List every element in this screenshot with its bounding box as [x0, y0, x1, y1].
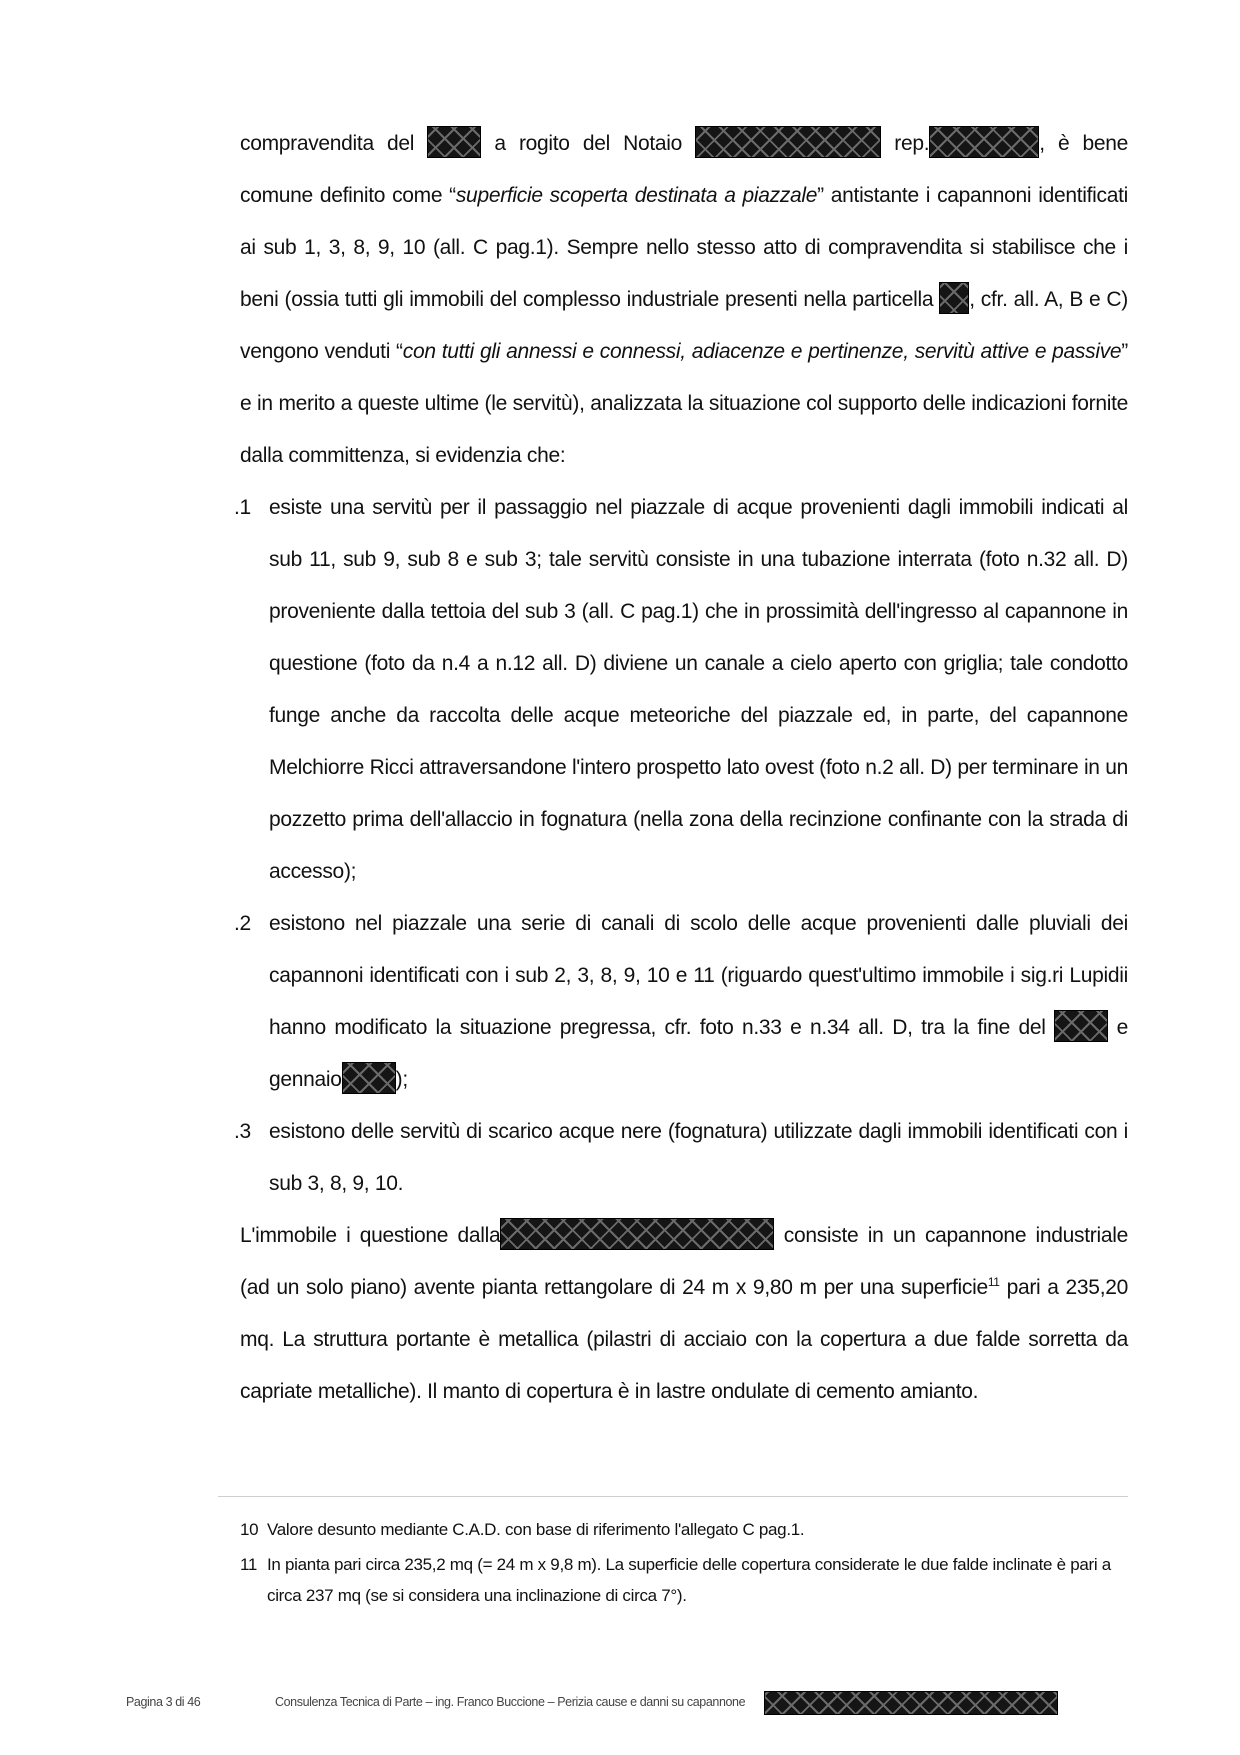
text-run: ” antistante i capannoni identificati ai sub 1, 3, 8, 9, 10 (all. C pag.1). Sempre nello stesso atto di compravendita si stabilisce che i beni (ossia tutti gli immobili del complesso industriale presenti nella particella [240, 184, 1128, 311]
redaction-block [427, 126, 481, 158]
body-text [234, 118, 1129, 1418]
redaction-block [939, 282, 969, 314]
footnote [240, 1514, 1128, 1545]
list-text: esistono nel piazzale una serie di canali di scolo delle acque provenienti dalle pluviali dei capannoni identificati con i sub 2, 3, 8, 9, 10 e 11 (riguardo quest'ultimo immobile i sig.ri Lupidii hanno modificato la situazione pregressa, cfr. foto n.33 e n.34 all. D, tra la fine del [269, 912, 1128, 1039]
footnote-text: Valore desunto mediante C.A.D. con base di riferimento l'allegato C pag.1. [267, 1520, 805, 1539]
text-run: L'immobile i questione dalla [240, 1224, 501, 1247]
list-number: .2 [234, 912, 251, 935]
quoted-phrase: superficie scoperta destinata a piazzale [455, 184, 818, 207]
text-run: a rogito del Notaio [494, 132, 682, 155]
text-run: , è bene comune definito come “ [240, 132, 1129, 207]
footnotes [240, 1514, 1128, 1615]
list-number: .1 [234, 496, 251, 519]
text-run: compravendita del [240, 132, 415, 155]
redaction-block [695, 126, 881, 158]
redaction-block [342, 1062, 396, 1094]
paragraph-intro [240, 118, 1128, 482]
footnote-number: 10 [240, 1520, 259, 1539]
redaction-block [1054, 1010, 1108, 1042]
quoted-phrase: con tutti gli annessi e connessi, adiacenze e pertinenze, servitù attive e passive [402, 340, 1122, 363]
footnote-text: In pianta pari circa 235,2 mq (= 24 m x 9,8 m). La superficie delle copertura considerate le due falde inclinate è pari a circa 237 mq (se si considera una inclinazione di circa 7°). [267, 1555, 1111, 1605]
footnote-separator [218, 1496, 1128, 1497]
text-run: pari a 235,20 mq. La struttura portante è metallica (pilastri di acciaio con la copertura a due falde sorretta da capriate metalliche). Il manto di copertura è in lastre ondulate di cemento amianto. [240, 1276, 1128, 1403]
servitude-list [234, 482, 1128, 1210]
list-text: e gennaio [269, 1016, 1128, 1091]
list-item [234, 482, 1128, 898]
paragraph-description [240, 1210, 1128, 1418]
redaction-block [500, 1218, 774, 1250]
footnote [240, 1549, 1128, 1611]
redaction-block [929, 126, 1039, 158]
list-item [234, 898, 1128, 1106]
list-text: esistono delle servitù di scarico acque nere (fognatura) utilizzate dagli immobili identificati con i sub 3, 8, 9, 10. [269, 1120, 1128, 1195]
list-text: esiste una servitù per il passaggio nel piazzale di acque provenienti dagli immobili indicati al sub 11, sub 9, sub 8 e sub 3; tale servitù consiste in una tubazione interrata (foto n.32 all. D) proveniente dalla tettoia del sub 3 (all. C pag.1) che in prossimità dell'ingresso al capannone in questione (foto da n.4 a n.12 all. D) diviene un canale a cielo aperto con griglia; tale condotto funge anche da raccolta delle acque meteoriche del piazzale ed, in parte, del capannone Melchiorre Ricci attraversandone l'intero prospetto lato ovest (foto n.2 all. D) per terminare in un pozzetto prima dell'allaccio in fognatura (nella zona della recinzione confinante con la strada di accesso); [269, 496, 1128, 883]
page-footer [0, 1691, 1240, 1717]
text-run: consiste in un capannone industriale (ad un solo piano) avente pianta rettangolare di 24 m x 9,80 m per una superficie [240, 1224, 1128, 1299]
list-item [234, 1106, 1128, 1210]
footnote-ref: 11 [987, 1275, 1000, 1289]
text-run: , cfr. all. A, B e C) vengono venduti “ [240, 288, 1128, 363]
redaction-block [764, 1691, 1058, 1715]
page-number: Pagina 3 di 46 [126, 1695, 201, 1709]
list-text: ); [395, 1068, 408, 1091]
text-run: rep. [894, 132, 930, 155]
footnote-number: 11 [240, 1555, 258, 1574]
footer-title: Consulenza Tecnica di Parte – ing. Franco Buccione – Perizia cause e danni su capannone [275, 1695, 746, 1709]
list-number: .3 [234, 1120, 251, 1143]
text-run: ” e in merito a queste ultime (le servitù), analizzata la situazione col supporto delle indicazioni fornite dalla committenza, si evidenzia che: [240, 340, 1128, 467]
